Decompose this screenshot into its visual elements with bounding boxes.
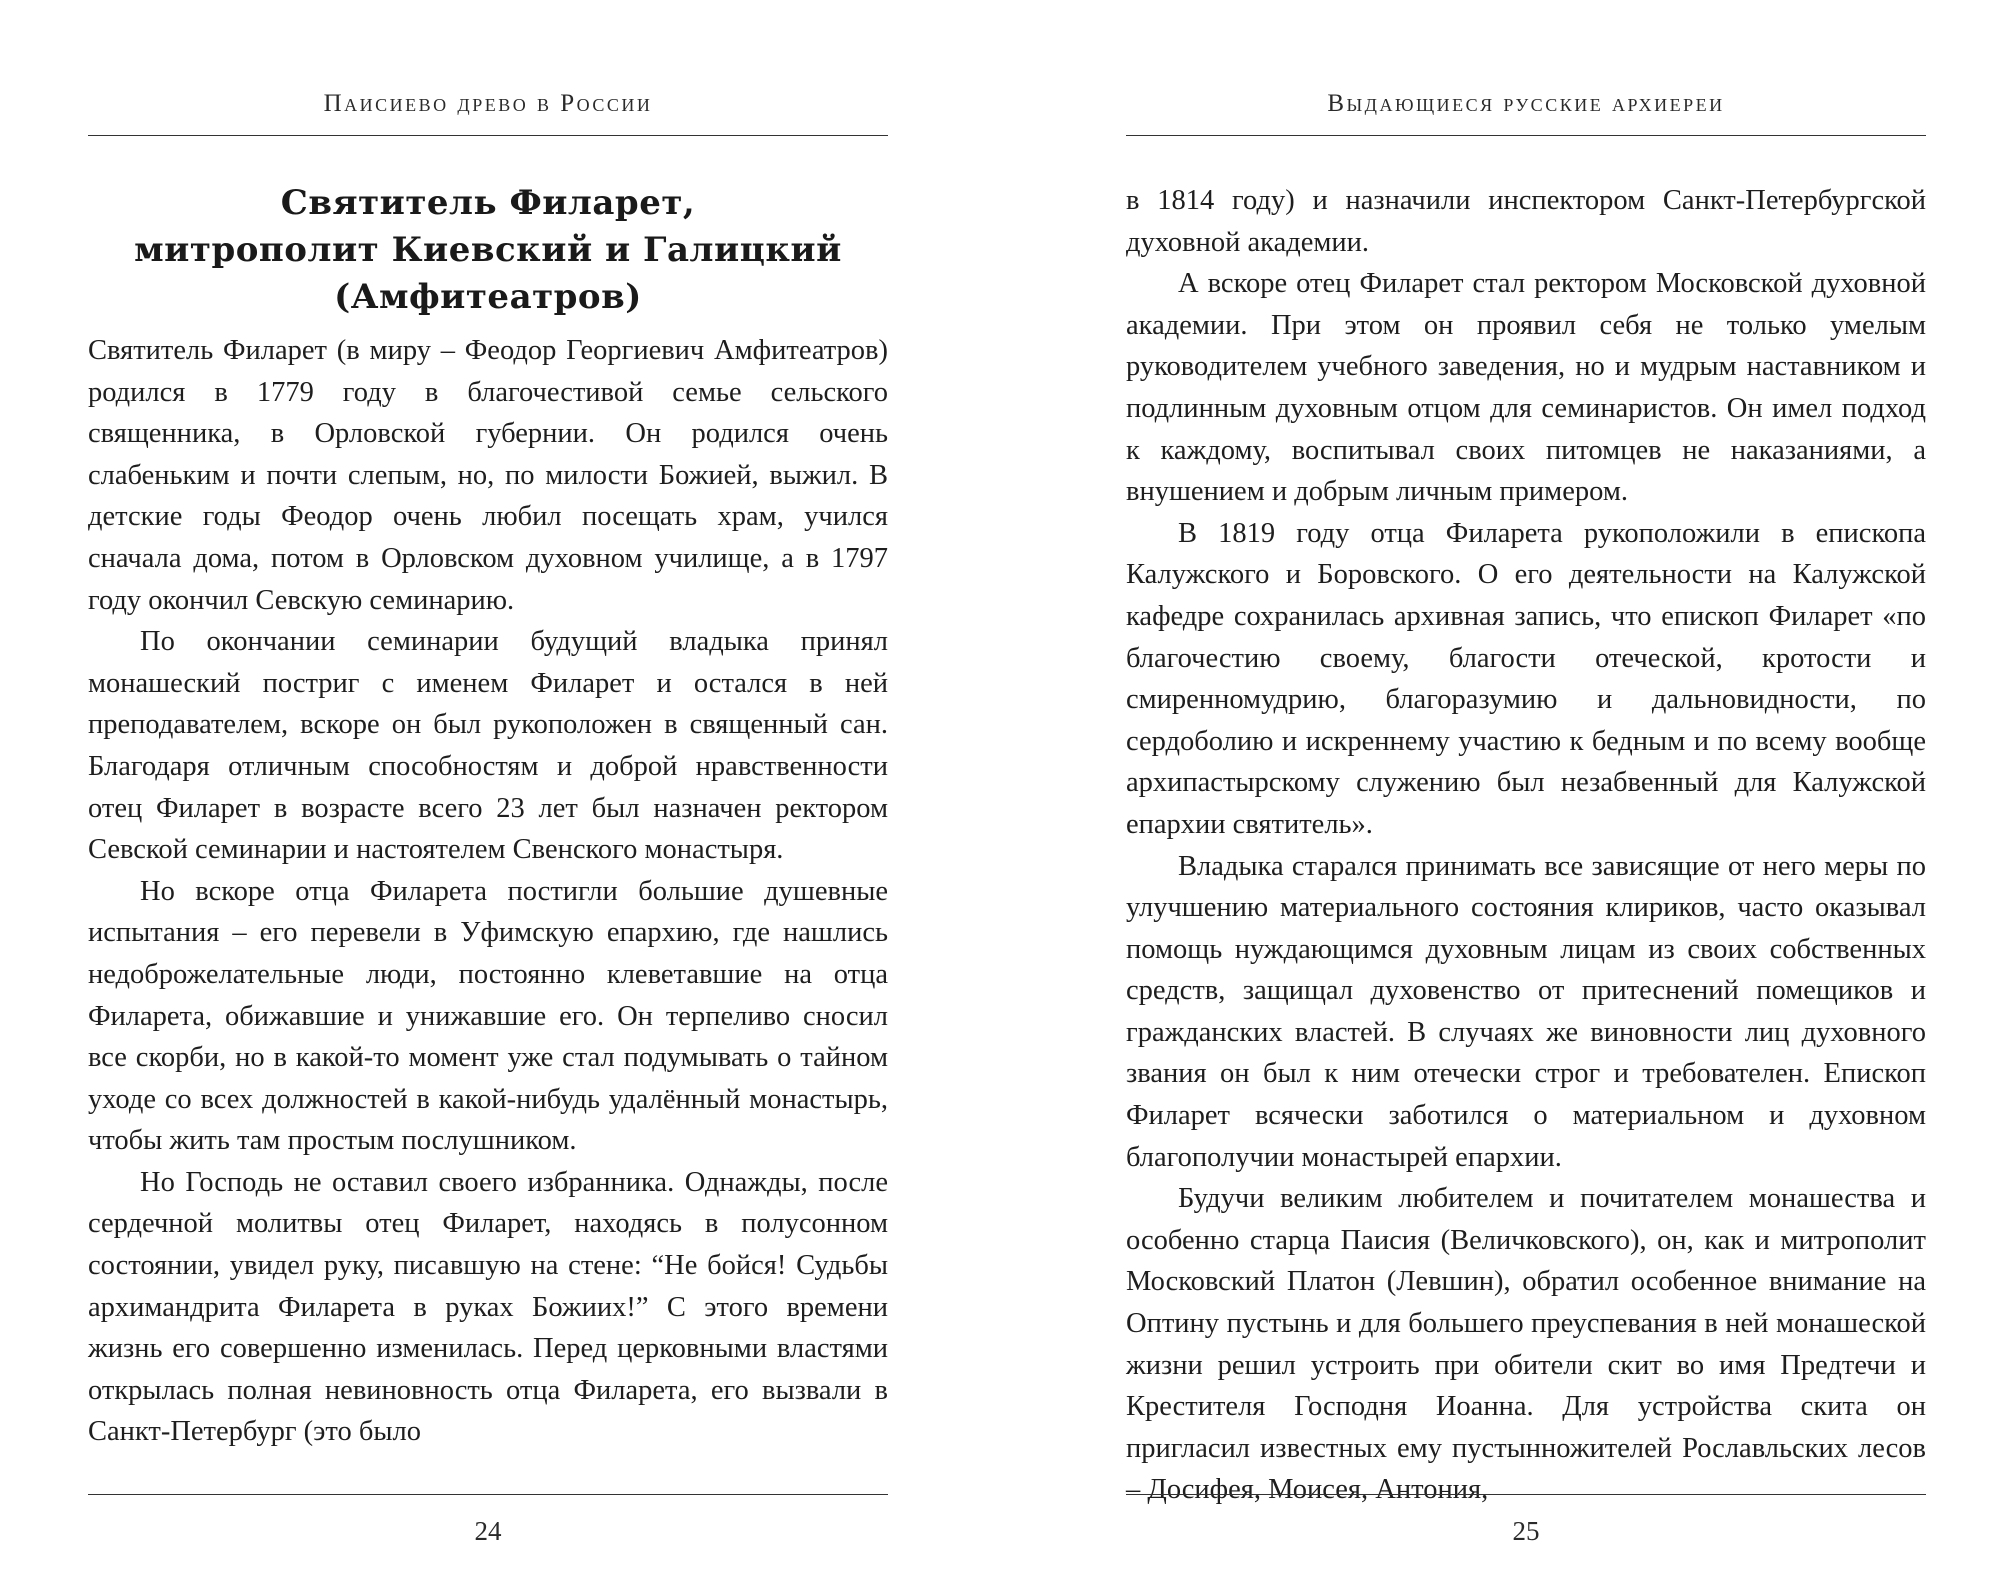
left-header-rule (88, 135, 888, 136)
chapter-title-line-2: митрополит Киевский и Галицкий (134, 230, 842, 270)
left-paragraph-2: По окончании семинарии будущий владыка принял монашеский постриг с именем Филарет и остался в ней преподавателем, вскоре он был рукоположен в священный сан. Благодаря отличным способностям и доброй нравственности отец Филарет в возрасте всего 23 лет был назначен ректором Севской семинарии и настоятелем Свенского монастыря. (88, 626, 888, 866)
right-paragraph-1: в 1814 году) и назначили инспектором Санкт-Петербургской духовной академии. (1126, 185, 1926, 258)
right-page-number: 25 (1512, 1516, 1540, 1546)
left-paragraph-3: Но вскоре отца Филарета постигли большие душевные испытания – его перевели в Уфимскую епархию, где нашлись недоброжелательные люди, постоянно клеветавшие на отца Филарета, обижавшие и унижавшие его. Он терпеливо сносил все скорби, но в какой-то момент уже стал подумывать о тайном уходе со всех должностей в какой-нибудь удалённый монастырь, чтобы жить там простым послушником. (88, 875, 888, 1157)
right-footer-rule (1126, 1494, 1926, 1495)
right-paragraph-5: Будучи великим любителем и почитателем монашества и особенно старца Паисия (Величковского), он, как и митрополит Московский Платон (Левшин), обратил особенное внимание на Оптину пустынь и для большего преуспевания в ней монашеской жизни решил устроить при обители скит во имя Предтечи и Крестителя Господня Иоанна. Для устройства скита он пригласил известных ему пустынножителей Рославльских лесов – Досифея, Моисея, Антония, (1126, 1183, 1926, 1506)
left-running-head: Паисиево древо в России (323, 90, 653, 117)
right-paragraph-2: А вскоре отец Филарет стал ректором Московской духовной академии. При этом он проявил себя не только умелым руководителем учебного заведения, но и мудрым наставником и подлинным духовным отцом для семинаристов. Он имел подход к каждому, воспитывал своих питомцев не наказаниями, а внушением и добрым личным примером. (1126, 268, 1926, 508)
right-paragraph-3: В 1819 году отца Филарета рукоположили в епископа Калужского и Боровского. О его деятельности на Калужской кафедре сохранилась архивная запись, что епископ Филарет «по благочестию своему, благости отеческой, кротости и смиренномудрию, благоразумию и дальновидности, по сердоболию и искреннему участию к бедным и по всему вообще архипастырскому служению был незабвенный для Калужской епархии святитель». (1126, 517, 1926, 840)
left-footer-rule (88, 1494, 888, 1495)
left-page-number: 24 (474, 1516, 502, 1546)
left-paragraph-1: Святитель Филарет (в миру – Феодор Георгиевич Амфитеатров) родился в 1779 году в благочестивой семье сельского священника, в Орловской губернии. Он родился очень слабеньким и почти слепым, но, по милости Божией, выжил. В детские годы Феодор очень любил посещать храм, учился сначала дома, потом в Орловском духовном училище, а в 1797 году окончил Севскую семинарию. (88, 335, 888, 616)
right-body-text (1126, 180, 1926, 1511)
left-body-text (88, 330, 888, 1453)
chapter-title-line-1: Святитель Филарет, (280, 183, 696, 223)
right-running-head: Выдающиеся русские архиереи (1327, 90, 1725, 117)
left-page (88, 0, 888, 1588)
left-paragraph-4: Но Господь не оставил своего избранника. Однажды, после сердечной молитвы отец Филарет, находясь в полусонном состоянии, увидел руку, писавшую на стене: “Не бойся! Судьбы архимандрита Филарета в руках Божиих!” С этого времени жизнь его совершенно изменилась. Перед церковными властями открылась полная невиновность отца Филарета, его вызвали в Санкт-Петербург (это было (88, 1166, 888, 1448)
right-page (1126, 0, 1926, 1588)
right-paragraph-4: Владыка старался принимать все зависящие от него меры по улучшению материального состояния клириков, часто оказывал помощь нуждающимся духовным лицам из своих собственных средств, защищал духовенство от притеснений помещиков и гражданских властей. В случаях же виновности лиц духовного звания он был к ним отечески строг и требователен. Епископ Филарет всячески заботился о материальном и духовном благополучии монастырей епархии. (1126, 850, 1926, 1173)
chapter-title-line-3: (Амфитеатров) (334, 277, 642, 317)
chapter-title (88, 180, 888, 321)
right-header-rule (1126, 135, 1926, 136)
